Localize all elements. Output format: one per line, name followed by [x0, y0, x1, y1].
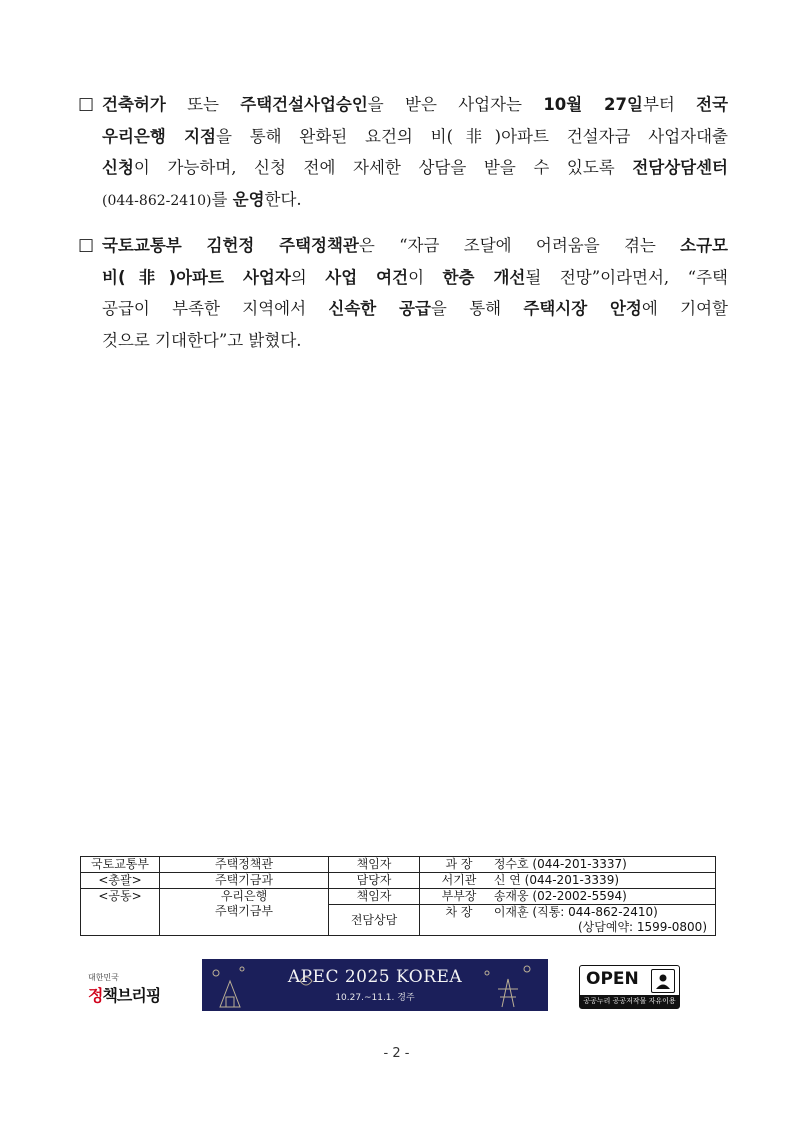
body-text: 을 통해 완화된 요건의 비(非)아파트 건설자금 사업자대출 [215, 126, 728, 146]
body-text: 에 기여할 [641, 299, 728, 318]
bold-text: 신속한 공급 [328, 299, 431, 318]
person-cell: 부부장 송재웅 (02-2002-5594) [420, 889, 716, 905]
bold-text: 주택시장 안정 [523, 299, 642, 318]
body-text: 은 “자금 조달에 어려움을 겪는 [358, 236, 681, 255]
banner-title: APEC 2025 KOREA [287, 967, 463, 987]
body-text: 이 [408, 267, 443, 287]
bold-text: 소규모 [680, 236, 728, 255]
paragraph-line [78, 152, 728, 184]
org-cell: 국토교통부 [81, 857, 160, 873]
bold-text: 건축허가 [102, 95, 166, 114]
body-text: 을 통해 [430, 299, 524, 318]
bold-text: 전국 [696, 95, 729, 114]
person-cell: 차 장 이재훈 (직통: 044-862-2410) (상담예약: 1599-0800) [420, 905, 716, 936]
body-text: 공급이 부족한 지역에서 [102, 299, 329, 318]
bold-text: 전담상담센터 [632, 158, 728, 177]
body-text: 또는 [165, 95, 241, 114]
role-cell: 담당자 [329, 873, 420, 889]
body-text: 을 받은 사업자는 [367, 95, 544, 114]
role-cell: 책임자 [329, 889, 420, 905]
person-cell: 과 장 정수호 (044-201-3337) [420, 857, 716, 873]
bold-text: 운영 [232, 189, 265, 209]
role-cell: 책임자 [329, 857, 420, 873]
bold-text: 국토교통부 김헌정 주택정책관 [102, 236, 359, 255]
bold-text: 한층 개선 [442, 267, 526, 287]
body-text: 것으로 기대한다”고 밝혔다. [102, 330, 302, 350]
apec-banner [202, 959, 548, 1011]
checkbox-bullet: □ [78, 235, 95, 255]
body-text: (044-862-2410) [102, 192, 212, 209]
paragraph-1 [78, 89, 728, 217]
body-text: 한다. [264, 189, 302, 209]
bold-text: 10월 27일 [543, 95, 643, 114]
body-text: 부터 [642, 95, 697, 114]
body-text: 를 [211, 189, 233, 209]
paragraph-line [78, 89, 728, 121]
policy-briefing-logo: 대한민국 정책브리핑 [88, 973, 161, 1005]
open-license-text: 공공누리 공공저작물 자유이용허락 [580, 995, 679, 1008]
paragraph-2 [78, 230, 728, 356]
open-word: OPEN [586, 969, 639, 989]
page-number: - 2 - [383, 1046, 410, 1061]
bold-text: 비(非)아파트 사업자 [102, 267, 291, 287]
banner-subtitle: 10.27.~11.1. 경주 [335, 993, 415, 1003]
paragraph-line [78, 293, 728, 325]
role-cell: 전담상담 [329, 905, 420, 936]
person-icon [651, 969, 675, 993]
bold-text: 주택건설사업승인 [240, 95, 368, 114]
person-cell: 서기관 신 연 (044-201-3339) [420, 873, 716, 889]
dept-cell: 우리은행 주택기금부 [160, 889, 329, 936]
checkbox-bullet: □ [78, 94, 95, 114]
paragraph-line [78, 121, 728, 153]
body-text: 의 [290, 267, 326, 287]
dept-cell: 주택기금과 [160, 873, 329, 889]
body-text: 될 전망”이라면서, “주택 [525, 267, 728, 287]
body-text: 이 가능하며, 신청 전에 자세한 상담을 받을 수 있도록 [133, 158, 633, 177]
paragraph-line [78, 230, 728, 262]
paragraph-line [78, 325, 728, 357]
paragraph-line [78, 262, 728, 294]
org-tag-cell: <총괄> [81, 873, 160, 889]
contact-table [80, 856, 716, 936]
kogl-open-license [579, 965, 680, 1018]
dept-cell: 주택정책관 [160, 857, 329, 873]
bold-text: 신청 [102, 158, 134, 177]
org-tag-cell: <공동> [81, 889, 160, 936]
paragraph-line [78, 184, 728, 218]
bold-text: 사업 여건 [325, 267, 409, 287]
bold-text: 우리은행 지점 [102, 126, 216, 146]
